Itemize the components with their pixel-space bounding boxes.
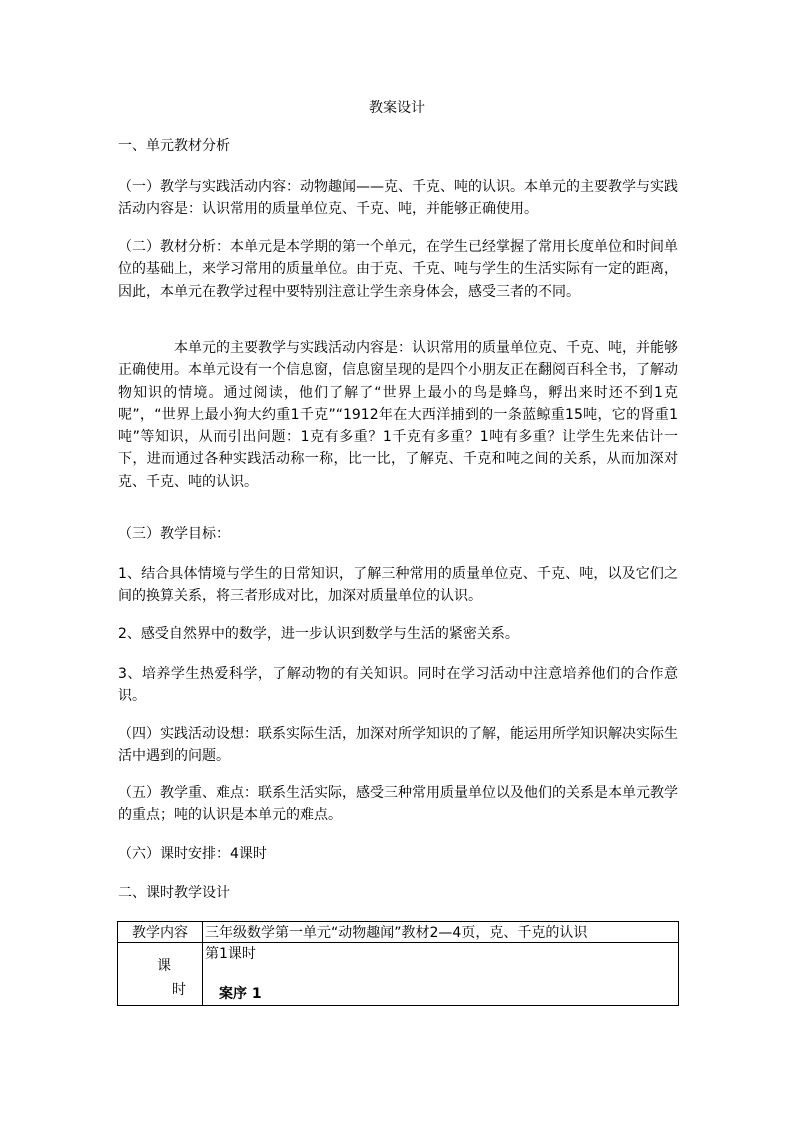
table-cell-value: 三年级数学第一单元“动物趣闻”教材2—4页，克、千克的认识 — [203, 922, 679, 943]
table-row — [118, 943, 679, 1006]
paragraph-goal-1: 1、结合具体情境与学生的日常知识，了解三种常用的质量单位克、千克、吨，以及它们之间的换算关系，将三者形成对比，加深对质量单位的认识。 — [118, 566, 678, 605]
table-row — [118, 922, 679, 943]
paragraph-main-content: 本单元的主要教学与实践活动内容是：认识常用的质量单位克、千克、吨，并能够正确使用。本单元设有一个信息窗，信息窗呈现的是四个小朋友正在翻阅百科全书，了解动物知识的情境。通过阅读，他们了解了“世界上最小的鸟是蜂鸟，孵出来时还不到1克呢”，“世界上最小狗大约重1千克”“1912年在大西洋捕到的一条蓝鲸重15吨，它的肾重1吨”等知识，从而引出问题：1克有多重？1千克有多重？1吨有多重？让学生先来估计一下，进而通过各种实践活动称一称，比一比，了解克、千克和吨之间的关系，从而加深对克、千克、吨的认识。 — [118, 340, 678, 490]
paragraph-analysis: （二）教材分析：本单元是本学期的第一个单元，在学生已经掌握了常用长度单位和时间单位的基础上，来学习常用的质量单位。由于克、千克、吨与学生的生活实际有一定的距离，因此，本单元在教学过程中要特别注意让学生亲身体会，感受三者的不同。 — [118, 239, 678, 300]
paragraph-schedule: （六）课时安排：4课时 — [118, 846, 267, 862]
label-part: 课 — [157, 958, 171, 974]
document-title: 教案设计 — [369, 100, 425, 116]
case-number: 案序 1 — [219, 986, 262, 1002]
paragraph-content: （一）教学与实践活动内容：动物趣闻——克、千克、吨的认识。本单元的主要教学与实践活动内容是：认识常用的质量单位克、千克、吨，并能够正确使用。 — [118, 179, 678, 218]
label-part: 时 — [172, 982, 186, 998]
paragraph-goal-3: 3、培养学生热爱科学，了解动物的有关知识。同时在学习活动中注意培养他们的合作意识。 — [118, 666, 678, 705]
section-heading-2: 二、课时教学设计 — [118, 885, 230, 901]
lesson-table — [117, 921, 679, 1006]
paragraph-goal-2: 2、感受自然界中的数学，进一步认识到数学与生活的紧密关系。 — [118, 626, 519, 642]
table-cell-label: 教学内容 — [118, 922, 203, 943]
paragraph-key-points: （五）教学重、难点：联系生活实际，感受三种常用质量单位以及他们的关系是本单元教学的重点；吨的认识是本单元的难点。 — [118, 785, 678, 824]
paragraph-goals-heading: （三）教学目标： — [118, 526, 230, 542]
paragraph-activity: （四）实践活动设想：联系实际生活，加深对所学知识的了解，能运用所学知识解决实际生活中遇到的问题。 — [118, 726, 678, 765]
section-heading-1: 一、单元教材分析 — [118, 138, 230, 154]
lesson-number: 第1课时 — [205, 946, 256, 962]
table-cell-value — [203, 943, 679, 1006]
table-cell-label — [118, 943, 203, 1006]
